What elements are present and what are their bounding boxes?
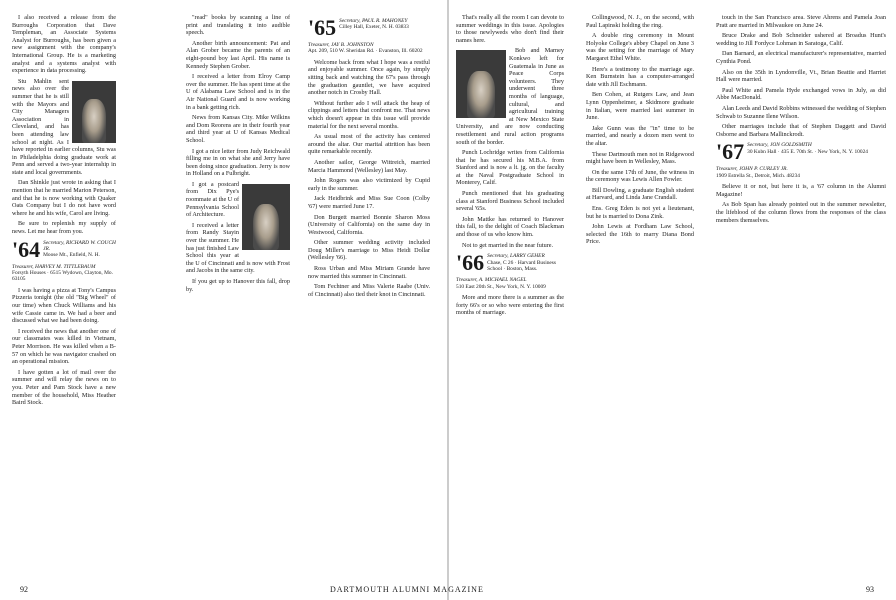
right-page-number: 93 (866, 585, 874, 594)
column-5 (586, 14, 694, 574)
paragraph: I received the news that another one of our classmates was killed in Vietnam, Peter Morrison. He was killed when a B-57 on which he was navigator crashed on an operational mission. (12, 327, 116, 366)
paragraph: Ben Cohen, at Rutgers Law, and Jean Lynn Oppenheimer, a Skidmore graduate in Italian, were married last summer in June. (586, 91, 694, 122)
paragraph: That's really all the room I can devote to summer weddings in this issue. Apologies to those newlyweds who don't find their names here. (456, 14, 564, 44)
paragraph: Jake Gunn was the "in" time to be married, and nearly a dozen men went to the altar. (586, 124, 694, 147)
paragraph: John Rogers was also victimized by Cupid early in the summer. (308, 177, 430, 192)
column-2 (186, 14, 290, 574)
treasurer: Treasurer, JOHN P. CURLEY JR. (716, 166, 788, 173)
paragraph: If you get up to Hanover this fall, drop by. (186, 278, 290, 293)
treasurer-address: Forsyth Houses · 6515 Wydown, Clayton, Mo. 63105 (12, 270, 113, 283)
paragraph: Punch mentioned that his graduating class at Stanford Business School included several '65s. (456, 190, 564, 213)
class-number: '66 (456, 250, 485, 276)
secretary-address: Chase, C 26 · Harvard Business School · Boston, Mass. (487, 259, 556, 273)
paragraph: "read" books by scanning a line of print and translating it into audible speech. (186, 14, 290, 37)
paragraph: News from Kansas City. Mike Wilkins and Dom Reorens are in their fourth year and third year at U of Kansas Medical School. (186, 114, 290, 144)
paragraph: Paul White and Pamela Hyde exchanged vows in July, as did Abbe MacDonald. (716, 86, 886, 102)
paragraph: On the same 17th of June, the witness in the ceremony was Lewis Allen Fowler. (586, 168, 694, 184)
paragraph: Dan Barnard, an electrical manufacturer's representative, married Cynthia Pond. (716, 50, 886, 65)
page-gutter (447, 0, 449, 600)
paragraph: Bob and Marney Konkwo left for Guatemala in June as Peace Corps volunteers. They underwent three months of language, cultural, and agricultural training at New Mexico State University, and are now conducting resettlement and rural action programs south of the border. (456, 47, 564, 146)
secretary-address: Moose Mt., Enfield, N. H. (43, 252, 100, 259)
left-page-number: 92 (20, 585, 28, 594)
secretary: Secretary, RICHARD W. COUCH JR. (43, 239, 116, 253)
paragraph: I received a letter from Randy Stayin over the summer. He has just finished Law School this year at the U of Cincinnati and is now with Frost and Jacobs in the same city. (186, 221, 290, 275)
paragraph: Ens. Greg Eden is not yet a lieutenant, but he is married to Dona Zink. (586, 205, 694, 220)
paragraph: Another sailor, George Wittreich, married Marcia Hammond (Wellesley) last May. (308, 158, 430, 174)
magazine-title: DARTMOUTH ALUMNI MAGAZINE (330, 585, 484, 594)
portrait-photo (242, 184, 290, 250)
paragraph: I have gotten a lot of mail over the summer and will relay the news on to you. Peter and Pam Stock have a new member of the household, Miss Heather Baird Stock. (12, 368, 116, 407)
treasurer-address: 1909 Estrella St., Detroit, Mich. 48234 (716, 172, 800, 179)
paragraph: Alan Leeds and David Robbins witnessed the wedding of Stephen Schwab to Suzanne Ilene Wilson. (716, 104, 886, 120)
treasurer-address: Apt. 209, 510 W. Sheridan Rd. · Evanston, Ill. 60202 (308, 48, 423, 55)
class-number: '65 (308, 15, 337, 40)
paragraph: I received a letter from Elroy Camp over the summer. He has spent time at the U of Alabama Law School and is in the Air National Guard and is now working in a bank getting rich. (186, 73, 290, 111)
secretary: Secretary, PAUL R. MAHONEY (339, 18, 408, 24)
class-number: '64 (12, 236, 41, 262)
paragraph: Bill Dowling, a graduate English student at Harvard, and Linda Jane Crandall. (586, 186, 694, 202)
paragraph: Dan Shinkle just wrote in asking that I mention that he married Marion Peterson, and that he is now working with Quaker Oats Company but I do not have word where he and his wife, Carol are living. (12, 179, 116, 217)
paragraph: Welcome back from what I hope was a restful and enjoyable summer. Once again, by simply sitting back and watching the 67's pass through the graduation gauntlet, we have acquired another notch in Crosby Hall. (308, 58, 430, 97)
paragraph: As usual most of the activity has centered around the altar. Our marital attrition has been quite remarkable recently. (308, 133, 430, 156)
secretary-address: 30 Kubn Hall · 435 E. 70th St. · New York, N. Y. 10024 (747, 148, 868, 155)
paragraph: Don Burgett married Bonnie Sharon Moss (University of California) on the same day in Westwood, California. (308, 213, 430, 236)
paragraph: John Mattke has returned to Hanover this fall, to the delight of Coach Blackman and those of us who know him. (456, 215, 564, 239)
treasurer: Treasurer, JAY B. JOHNSTON (308, 42, 374, 48)
secretary: Secretary, LARRY GEHER (487, 253, 545, 260)
paragraph: I was having a pizza at Tony's Campus Pizzeria tonight (the old "Big Wheel" of our time) when Chuck Williams and his wife Cassie came in. We had a beer and discussed what we had been doing. (12, 286, 116, 325)
paragraph: Stu Mahlin sent news also over the summer that he is still with the Mayors and City Managers Association in Cleveland, and has been attending law school at night. As I have reported in earlier columns, Stu was in Philadelphia doing graduate work at Penn and served a two-year internship in state and local governments. (12, 77, 116, 176)
treasurer: Treasurer, HARVEY M. TITTLEBAUM (12, 263, 96, 270)
paragraph: Here's a testimony to the marriage age. Ken Burnstein has a computer-arranged date with Jill Eschmann. (586, 65, 694, 88)
paragraph: John Lewis at Fordham Law School, selected the 16th to marry Diana Bond Price. (586, 223, 694, 246)
paragraph: Another birth announcement: Pat and Alan Grober became the parents of an eight-pound boy last April. His name is Kennedy Stephen Grober. (186, 39, 290, 70)
paragraph: Other summer wedding activity included Doug Miller's marriage to Miss Heidi Dollar (Wellesley '66). (308, 239, 430, 262)
class-64-header (12, 236, 116, 262)
paragraph: touch in the San Francisco area. Steve Ahrens and Pamela Joan Pratt are married in Milwaukee on June 24. (716, 14, 886, 29)
paragraph: Other marriages include that of Stephen Daggett and David Osborne and Barbara Mallinckrodt. (716, 123, 886, 138)
paragraph: Also on the 35th in Lyndonville, Vt., Brian Beattie and Harriet Hall were married. (716, 68, 886, 84)
paragraph: I also received a release from the Burroughs Corporation that Dave Templeman, an Associate Systems Analyst for Burroughs, has been given a new assignment with the company's International Group. He is a marketing analyst and a systems analyst with experience in data processing. (12, 14, 116, 75)
column-1 (12, 14, 116, 574)
paragraph: Without further ado I will attack the heap of clippings and letters that confront me. That news which doesn't appear in this issue will provide material for the next several months. (308, 99, 430, 130)
secretary-address: Cilley Hall, Exeter, N. H. 03833 (339, 24, 409, 31)
column-6 (716, 14, 886, 574)
column-3 (308, 14, 430, 574)
paragraph: Not to get married in the near future. (462, 241, 554, 249)
class-number: '67 (716, 139, 745, 165)
paragraph: These Dartmouth men not in Ridgewood might have been in Wellesley, Mass. (586, 150, 694, 166)
paragraph: Tom Fechtner and Miss Valerie Raabe (Univ. of Cincinnati) also tied their knot in Cincinnati. (308, 283, 430, 298)
paragraph: I got a postcard from Dix Pye's roommate at the U of Pennsylvania School of Architecture. (186, 180, 239, 219)
paragraph: Bruce Drake and Bob Schneider ushered at Broadus Hunt's wedding to Jill Fordyce Lohman in Saratoga, Calif. (716, 32, 886, 47)
paragraph: Believe it or not, but here it is, a '67 column in the Alumni Magazine! (716, 183, 886, 198)
paragraph: As Bob Span has already pointed out in the summer newsletter, the lifeblood of the column flows from the responses of the class members themselves. (716, 201, 886, 224)
class-65-header (308, 15, 430, 40)
paragraph: Punch Lochridge writes from California that he has secured his M.B.A. from Stanford and is now a lt. jg. on the faculty at the Naval Postgraduate School in Monterey, Calif. (456, 149, 564, 187)
secretary: Secretary, JON GOLDSMITH (747, 142, 812, 149)
paragraph: Jack Heidbrink and Miss Sue Coon (Colby '67) were married June 17. (308, 195, 430, 210)
class-67-header (716, 139, 886, 165)
treasurer: Treasurer, A. MICHAEL NAGEL (456, 277, 527, 284)
portrait-photo (456, 50, 506, 118)
portrait-photo (72, 81, 116, 143)
paragraph: A double ring ceremony in Mount Holyoke College's abbey Chapel on June 3 was the setting for the marriage of Mary Margaret Ethel White. (586, 32, 694, 62)
class-66-header (456, 250, 564, 276)
paragraph: I got a nice letter from Judy Reichwald filling me in on what she and Jerry have been doing since graduation. Jerry is now in Holland on a Fulbright. (186, 147, 290, 178)
column-4 (456, 14, 564, 574)
paragraph: Ross Urban and Miss Miriam Grande have now married this summer in Cincinnati. (308, 265, 430, 280)
paragraph: Be sure to replenish my supply of news. Let me hear from you. (12, 220, 116, 236)
paragraph: More and more there is a summer as the forty 66's or so who were entering the first months of marriage. (456, 294, 564, 317)
paragraph: Collingwood, N. J., on the second, with Paul Lapinski holding the ring. (586, 14, 694, 29)
treasurer-address: 510 East 20th St., New York, N. Y. 10009 (456, 283, 546, 290)
